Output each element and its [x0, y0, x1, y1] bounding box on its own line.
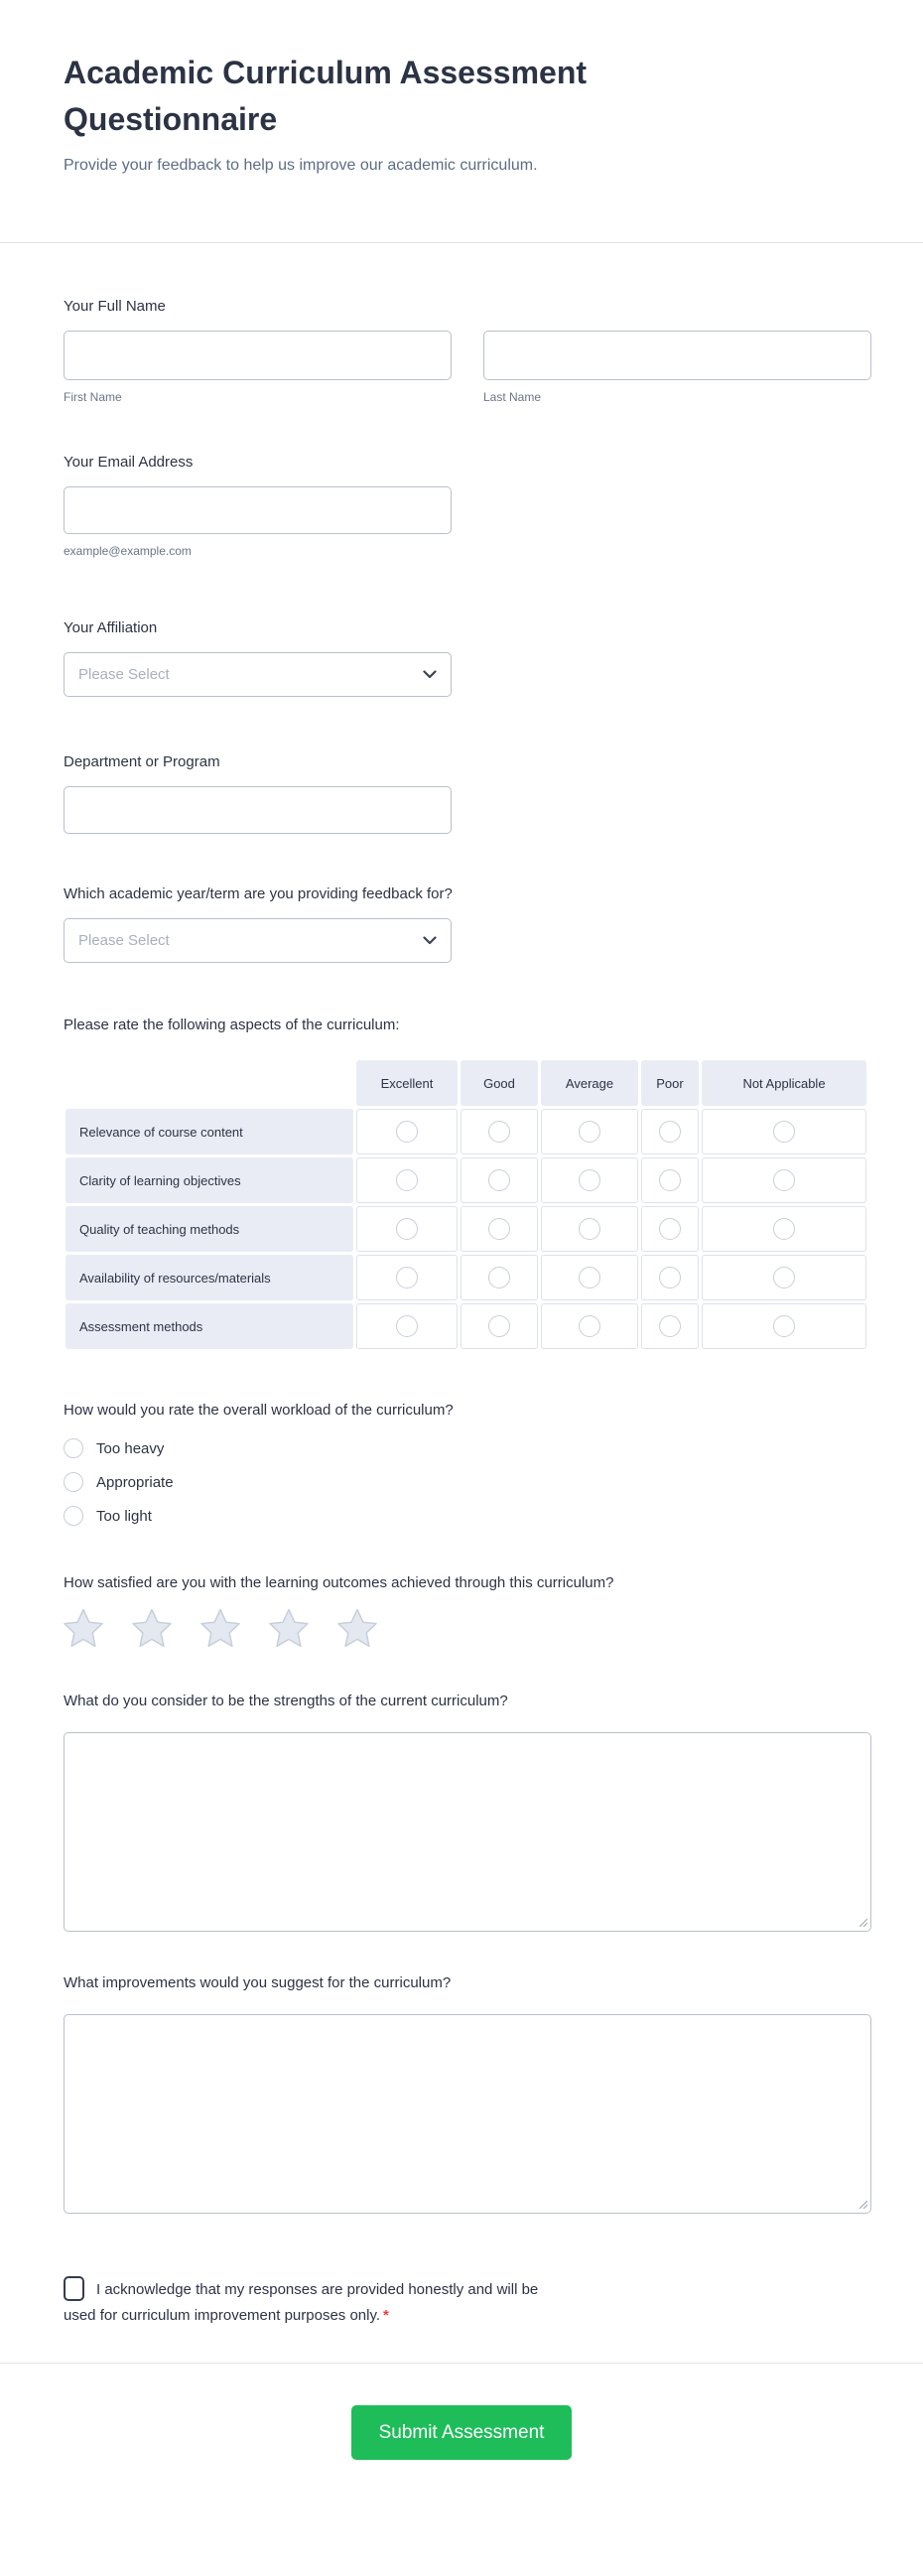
- matrix-radio[interactable]: [488, 1218, 510, 1240]
- last-name-input[interactable]: [483, 331, 871, 380]
- matrix-cell[interactable]: [461, 1303, 538, 1349]
- full-name-label: Your Full Name: [64, 298, 166, 315]
- matrix-cell[interactable]: [702, 1255, 866, 1300]
- improvements-textarea[interactable]: [64, 2014, 871, 2214]
- workload-option-label: Too light: [96, 1507, 152, 1525]
- matrix-cell[interactable]: [702, 1303, 866, 1349]
- matrix-cell[interactable]: [356, 1255, 458, 1300]
- workload-options: [64, 1438, 871, 1526]
- matrix-cell[interactable]: [541, 1303, 638, 1349]
- matrix-radio[interactable]: [396, 1267, 418, 1288]
- matrix-radio[interactable]: [773, 1169, 795, 1191]
- matrix-row-label: Quality of teaching methods: [66, 1206, 353, 1252]
- matrix-column-header: Good: [461, 1060, 538, 1106]
- radio-icon[interactable]: [64, 1506, 83, 1526]
- page-title: Academic Curriculum Assessment Questionnaire: [64, 55, 588, 137]
- affiliation-placeholder: Please Select: [78, 666, 170, 683]
- acknowledge-text: I acknowledge that my responses are provided honestly and will be used for curriculum improvement purposes only.: [64, 2281, 539, 2324]
- acknowledge-row[interactable]: [64, 2281, 538, 2324]
- question-improvements: [64, 1974, 871, 2214]
- matrix-radio[interactable]: [488, 1267, 510, 1288]
- radio-icon[interactable]: [64, 1472, 83, 1492]
- matrix-radio[interactable]: [659, 1218, 681, 1240]
- matrix-radio[interactable]: [396, 1218, 418, 1240]
- star-icon[interactable]: [200, 1608, 240, 1648]
- required-asterisk: *: [383, 2307, 389, 2324]
- matrix-cell[interactable]: [702, 1206, 866, 1252]
- matrix-row-label: Clarity of learning objectives: [66, 1157, 353, 1203]
- matrix-cell[interactable]: [702, 1157, 866, 1203]
- rating-matrix: [63, 1057, 869, 1352]
- last-name-sublabel: Last Name: [483, 390, 542, 404]
- matrix-cell[interactable]: [641, 1157, 699, 1203]
- department-input[interactable]: [64, 786, 452, 834]
- matrix-radio[interactable]: [396, 1315, 418, 1337]
- improvements-label: What improvements would you suggest for the curriculum?: [64, 1974, 452, 1991]
- matrix-radio[interactable]: [579, 1315, 600, 1337]
- email-label: Your Email Address: [64, 454, 194, 471]
- question-full-name: [64, 298, 871, 404]
- satisfaction-label: How satisfied are you with the learning outcomes achieved through this curriculum?: [64, 1574, 614, 1591]
- department-label: Department or Program: [64, 753, 220, 770]
- matrix-corner-cell: [66, 1060, 353, 1106]
- matrix-column-header: Poor: [641, 1060, 699, 1106]
- email-input[interactable]: [64, 486, 452, 534]
- matrix-radio[interactable]: [773, 1315, 795, 1337]
- question-workload: [64, 1402, 871, 1526]
- matrix-radio[interactable]: [659, 1267, 681, 1288]
- affiliation-label: Your Affiliation: [64, 619, 158, 636]
- strengths-textarea[interactable]: [64, 1732, 871, 1932]
- matrix-cell[interactable]: [461, 1206, 538, 1252]
- workload-option[interactable]: [64, 1506, 871, 1526]
- acknowledge-checkbox[interactable]: [64, 2276, 84, 2301]
- rating-matrix-label: Please rate the following aspects of the curriculum:: [64, 1017, 400, 1033]
- matrix-cell[interactable]: [356, 1157, 458, 1203]
- matrix-cell[interactable]: [356, 1303, 458, 1349]
- term-select[interactable]: [64, 918, 452, 963]
- submit-button[interactable]: Submit Assessment: [351, 2405, 573, 2460]
- matrix-cell[interactable]: [541, 1157, 638, 1203]
- email-sublabel: example@example.com: [64, 544, 192, 558]
- matrix-cell[interactable]: [356, 1109, 458, 1154]
- matrix-row-label: Availability of resources/materials: [66, 1255, 353, 1300]
- matrix-header-row: [66, 1060, 866, 1106]
- question-email: [64, 454, 871, 558]
- form-footer: [0, 2364, 923, 2511]
- star-icon[interactable]: [337, 1608, 377, 1648]
- matrix-cell[interactable]: [641, 1255, 699, 1300]
- matrix-radio[interactable]: [579, 1267, 600, 1288]
- matrix-radio[interactable]: [488, 1315, 510, 1337]
- matrix-row: [66, 1157, 866, 1203]
- matrix-row: [66, 1255, 866, 1300]
- matrix-cell[interactable]: [461, 1109, 538, 1154]
- question-satisfaction: [64, 1574, 871, 1648]
- matrix-radio[interactable]: [773, 1218, 795, 1240]
- question-acknowledge: [64, 2276, 560, 2329]
- matrix-cell[interactable]: [541, 1255, 638, 1300]
- question-department: [64, 753, 871, 834]
- question-rating-matrix: [64, 1017, 871, 1352]
- matrix-column-header: Average: [541, 1060, 638, 1106]
- question-affiliation: [64, 619, 871, 697]
- matrix-cell[interactable]: [541, 1206, 638, 1252]
- matrix-cell[interactable]: [641, 1206, 699, 1252]
- matrix-cell[interactable]: [641, 1303, 699, 1349]
- affiliation-select[interactable]: [64, 652, 452, 697]
- form-header: [0, 0, 923, 243]
- workload-option-label: Appropriate: [96, 1473, 174, 1491]
- matrix-cell[interactable]: [356, 1206, 458, 1252]
- matrix-radio[interactable]: [579, 1169, 600, 1191]
- matrix-cell[interactable]: [702, 1109, 866, 1154]
- matrix-radio[interactable]: [488, 1121, 510, 1143]
- matrix-row: [66, 1303, 866, 1349]
- matrix-radio[interactable]: [396, 1169, 418, 1191]
- matrix-cell[interactable]: [641, 1109, 699, 1154]
- workload-label: How would you rate the overall workload of the curriculum?: [64, 1402, 454, 1419]
- matrix-radio[interactable]: [659, 1315, 681, 1337]
- matrix-row: [66, 1206, 866, 1252]
- strengths-label: What do you consider to be the strengths of the current curriculum?: [64, 1693, 508, 1709]
- matrix-row-label: Assessment methods: [66, 1303, 353, 1349]
- matrix-radio[interactable]: [579, 1121, 600, 1143]
- matrix-radio[interactable]: [396, 1121, 418, 1143]
- matrix-cell[interactable]: [541, 1109, 638, 1154]
- form-body: [0, 243, 923, 2329]
- star-icon[interactable]: [132, 1608, 172, 1648]
- matrix-radio[interactable]: [659, 1169, 681, 1191]
- first-name-input[interactable]: [64, 331, 452, 380]
- matrix-cell[interactable]: [461, 1255, 538, 1300]
- matrix-column-header: Excellent: [356, 1060, 458, 1106]
- page-subtitle: Provide your feedback to help us improve our academic curriculum.: [64, 157, 538, 174]
- workload-option[interactable]: [64, 1438, 871, 1458]
- workload-option-label: Too heavy: [96, 1439, 165, 1457]
- matrix-row: [66, 1109, 866, 1154]
- matrix-column-header: Not Applicable: [702, 1060, 866, 1106]
- chevron-down-icon: [423, 670, 437, 679]
- matrix-radio[interactable]: [659, 1121, 681, 1143]
- chevron-down-icon: [423, 936, 437, 945]
- question-term: [64, 885, 871, 963]
- matrix-radio[interactable]: [773, 1121, 795, 1143]
- matrix-radio[interactable]: [488, 1169, 510, 1191]
- term-label: Which academic year/term are you providing feedback for?: [64, 885, 453, 902]
- matrix-radio[interactable]: [773, 1267, 795, 1288]
- workload-option[interactable]: [64, 1472, 871, 1492]
- star-icon[interactable]: [64, 1608, 103, 1648]
- question-strengths: [64, 1693, 871, 1932]
- star-rating: [64, 1608, 871, 1648]
- matrix-row-label: Relevance of course content: [66, 1109, 353, 1154]
- matrix-cell[interactable]: [461, 1157, 538, 1203]
- matrix-radio[interactable]: [579, 1218, 600, 1240]
- radio-icon[interactable]: [64, 1438, 83, 1458]
- first-name-sublabel: First Name: [64, 390, 122, 404]
- star-icon[interactable]: [269, 1608, 309, 1648]
- term-placeholder: Please Select: [78, 932, 170, 949]
